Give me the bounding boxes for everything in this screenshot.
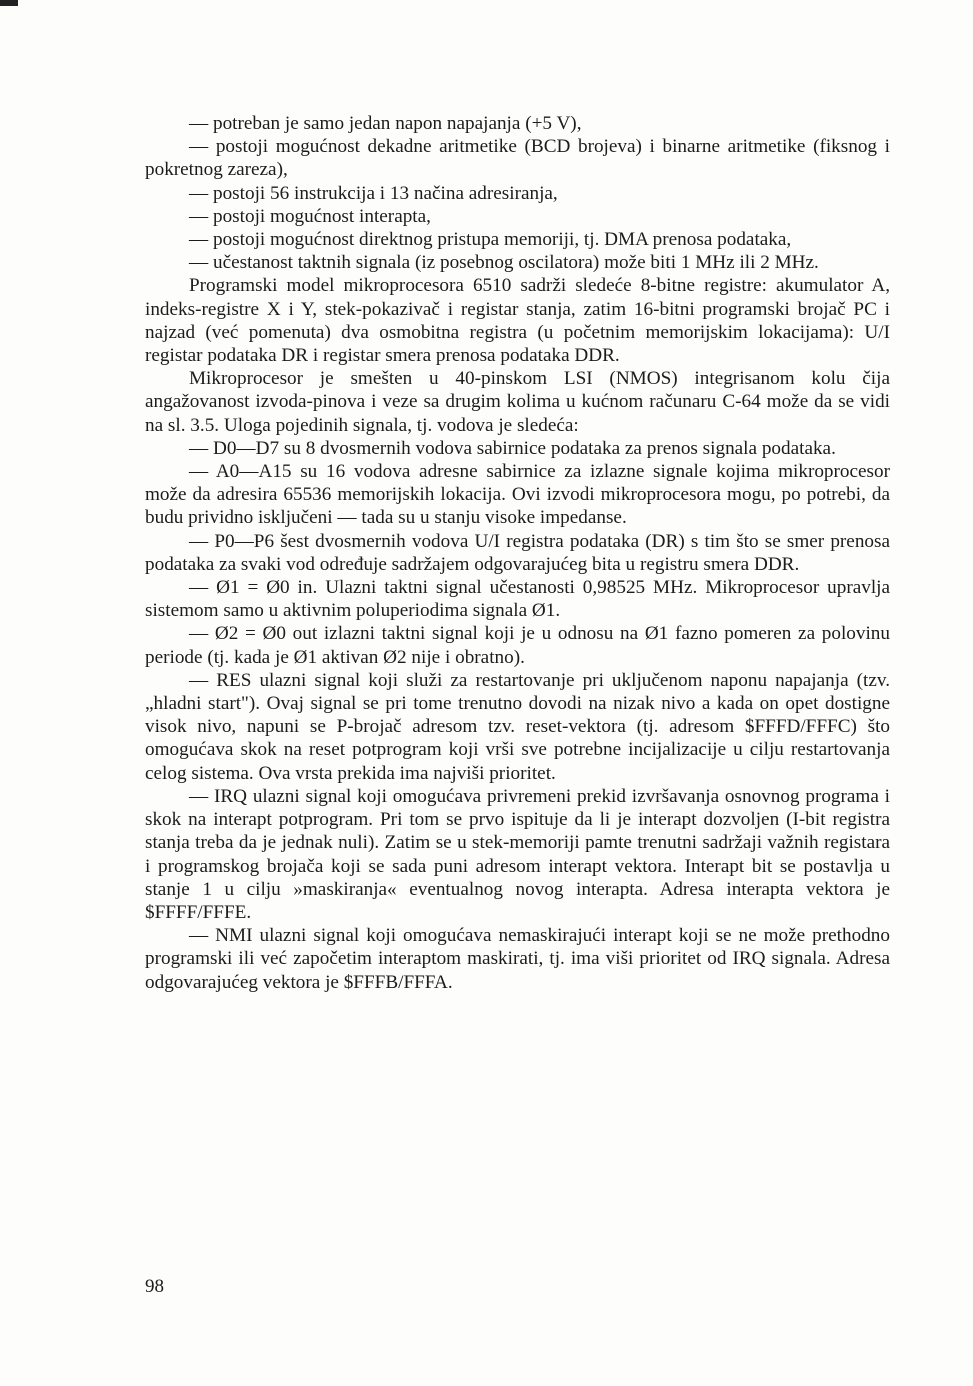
paragraph: — postoji mogućnost interapta, (189, 205, 431, 227)
paragraph: — IRQ ulazni signal koji omogućava privremeni prekid izvršavanja osnovnog programa i skok na interapt potprogram. Pri tom se prvo ispituje da li je interapt dozvoljen (I-bit registra stanja treba da je jednak nuli). Zatim se u stek-memoriji pamte trenutni sadržaji važnih registara i programskog brojača koji se sada puni adresom interapt vektora. Interapt bit se postavlja u stanje 1 u cilju »maskiranja« eventualnog novog interapta. Adresa interapta vektora je $FFFF/FFFE. (145, 785, 890, 923)
page-text (145, 112, 890, 994)
paragraph: — potreban je samo jedan napon napajanja (+5 V), (189, 113, 582, 134)
paragraph: — D0—D7 su 8 dvosmernih vodova sabirnice podataka za prenos signala podataka. (189, 437, 836, 459)
paragraph: — A0—A15 su 16 vodova adresne sabirnice za izlazne signale kojima mikroprocesor može da adresira 65536 memorijskih lokacija. Ovi izvodi mikroprocesora mogu, po potrebi, da budu prividno isključeni — tada su u stanju visoke impedanse. (145, 461, 890, 529)
paragraph: — Ø2 = Ø0 out izlazni taktni signal koji je u odnosu na Ø1 fazno pomeren za polovinu periode (tj. kada je Ø1 aktivan Ø2 nije i obratno). (145, 623, 890, 668)
paragraph: — RES ulazni signal koji služi za restartovanje pri uključenom naponu napajanja (tzv. „hladni start"). Ovaj signal se pri tome trenutno dovodi na nizak nivo a kada on opet dostigne visok nivo, napuni se P-brojač adresom tzv. reset-vektora (tj. adresom $FFFD/FFFC) što omogućava skok na reset potprogram koji vrši sve potrebne incijalizacije u cilju restartovanja celog sistema. Ova vrsta prekida ima najviši prioritet. (145, 669, 890, 784)
paragraph: Mikroprocesor je smešten u 40-pinskom LSI (NMOS) integrisanom kolu čija angažovanost izvoda-pinova i veze sa drugim kolima u kućnom računaru C-64 može da se vidi na sl. 3.5. Uloga pojedinih signala, tj. vodova je sledeća: (145, 368, 890, 436)
paragraph: Programski model mikroprocesora 6510 sadrži sledeće 8-bitne registre: akumulator A, indeks-registre X i Y, stek-pokazivač i registar stanja, zatim 16-bitni programski brojač PC i najzad (već pomenuta) dva osmobitna registra (u početnim memorijskim lokacijama): U/I registar podataka DR i registar smera prenosa podataka DDR. (145, 275, 890, 367)
paragraph: — P0—P6 šest dvosmernih vodova U/I registra podataka (DR) s tim što se smer prenosa podataka za svaki vod određuje sadržajem odgovarajućeg bita u registru smera DDR. (145, 530, 890, 575)
paragraph: — NMI ulazni signal koji omogućava nemaskirajući interapt koji se ne može prethodno programski ili već započetim interaptom maskirati, tj. ima viši prioritet od IRQ signala. Adresa odgovarajućeg vektora je $FFFB/FFFA. (145, 925, 890, 993)
paragraph: — učestanost taktnih signala (iz posebnog oscilatora) može biti 1 MHz ili 2 MHz. (189, 252, 819, 274)
paragraph: — postoji mogućnost dekadne aritmetike (BCD brojeva) i binarne aritmetike (fiksnog i pokretnog zareza), (145, 136, 890, 181)
scan-corner-mark (0, 0, 18, 6)
paragraph: — postoji mogućnost direktnog pristupa memoriji, tj. DMA prenosa podataka, (189, 229, 792, 251)
paragraph: — Ø1 = Ø0 in. Ulazni taktni signal učestanosti 0,98525 MHz. Mikroprocesor upravlja sistemom samo u aktivnim poluperiodima signala Ø1. (145, 577, 890, 622)
paragraph: — postoji 56 instrukcija i 13 načina adresiranja, (189, 182, 558, 204)
page-number: 98 (145, 1276, 164, 1297)
